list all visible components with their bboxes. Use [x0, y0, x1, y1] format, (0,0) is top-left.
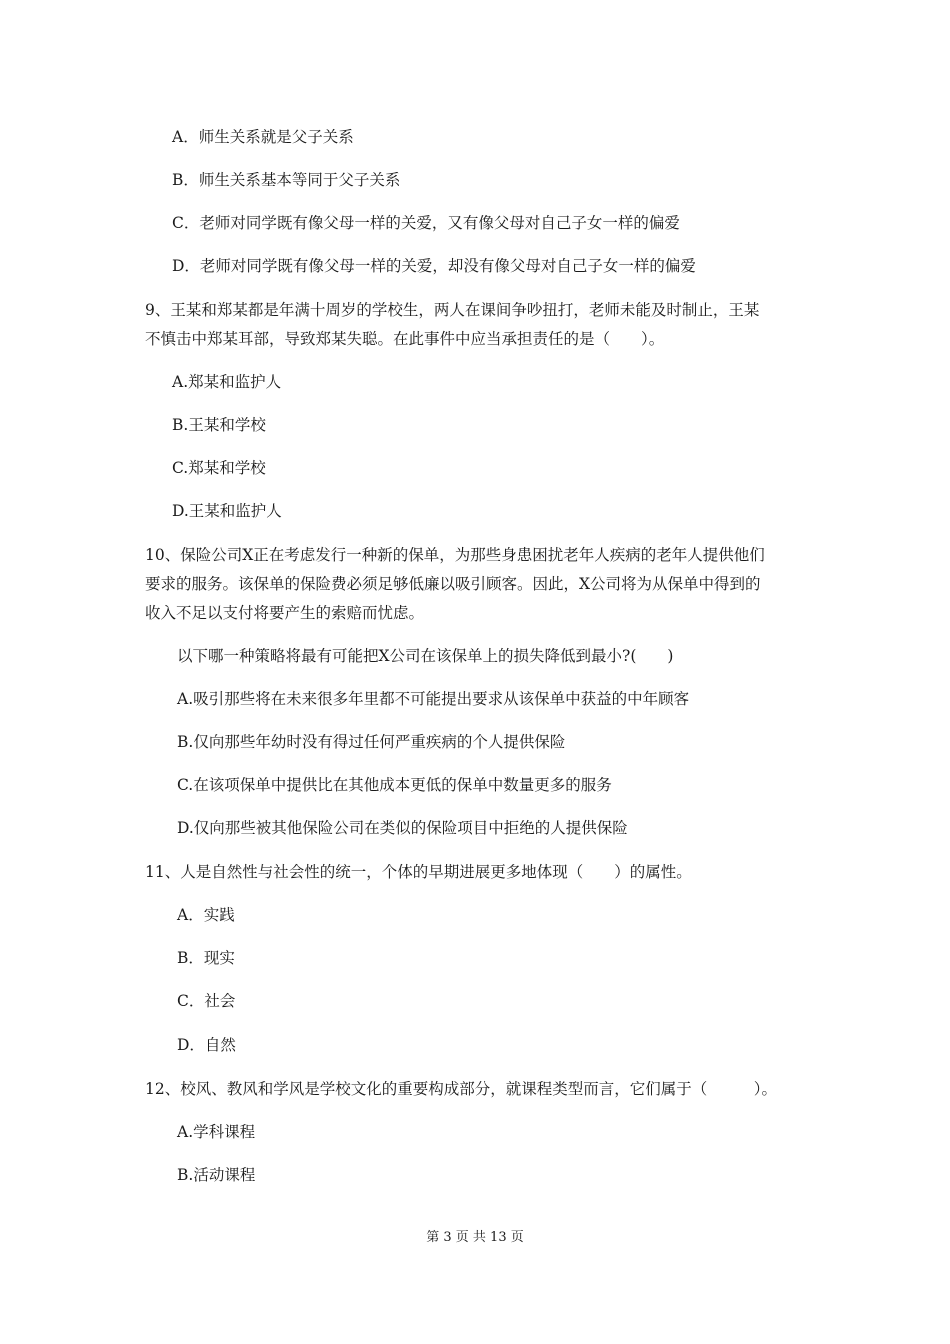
q11-option-d: D．自然 [177, 1036, 236, 1054]
q8-option-b: B．师生关系基本等同于父子关系 [172, 171, 401, 189]
q11-stem: 11、人是自然性与社会性的统一，个体的早期进展更多地体现（ ）的属性。 [145, 863, 692, 881]
q10-option-d: D.仅向那些被其他保险公司在类似的保险项目中拒绝的人提供保险 [177, 819, 628, 837]
q9-stem-line-2: 不慎击中郑某耳部，导致郑某失聪。在此事件中应当承担责任的是（ ）。 [145, 330, 665, 348]
q10-stem-line-1: 10、保险公司X正在考虑发行一种新的保单，为那些身患困扰老年人疾病的老年人提供他们 [145, 546, 765, 564]
q11-option-c: C．社会 [177, 992, 236, 1010]
q10-option-b: B.仅向那些年幼时没有得过任何严重疾病的个人提供保险 [177, 733, 566, 751]
page-footer: 第 3 页 共 13 页 [426, 1230, 524, 1245]
q10-stem-line-3: 收入不足以支付将要产生的索赔而忧虑。 [145, 604, 425, 622]
q8-option-a: A．师生关系就是父子关系 [172, 128, 354, 146]
q12-option-b: B.活动课程 [177, 1166, 256, 1184]
q10-option-a: A.吸引那些将在未来很多年里都不可能提出要求从该保单中获益的中年顾客 [177, 690, 690, 708]
q10-stem-line-2: 要求的服务。该保单的保险费必须足够低廉以吸引顾客。因此，X公司将为从保单中得到的 [145, 575, 761, 593]
q9-option-c: C.郑某和学校 [172, 459, 266, 477]
q10-question: 以下哪一种策略将最有可能把X公司在该保单上的损失降低到最小?( ) [177, 647, 674, 665]
q11-option-a: A．实践 [177, 906, 235, 924]
q9-stem-line-1: 9、王某和郑某都是年满十周岁的学校生，两人在课间争吵扭打，老师未能及时制止，王某 [145, 301, 760, 319]
q12-option-a: A.学科课程 [177, 1123, 256, 1141]
q12-stem: 12、校风、教风和学风是学校文化的重要构成部分，就课程类型而言，它们属于（ ）。 [145, 1080, 777, 1098]
q9-option-a: A.郑某和监护人 [172, 373, 282, 391]
q9-option-b: B.王某和学校 [172, 416, 266, 434]
q8-option-d: D．老师对同学既有像父母一样的关爱，却没有像父母对自己子女一样的偏爱 [172, 257, 696, 275]
q11-option-b: B．现实 [177, 949, 235, 967]
q8-option-c: C．老师对同学既有像父母一样的关爱，又有像父母对自己子女一样的偏爱 [172, 214, 680, 232]
q9-option-d: D.王某和监护人 [172, 502, 282, 520]
q10-option-c: C.在该项保单中提供比在其他成本更低的保单中数量更多的服务 [177, 776, 612, 794]
